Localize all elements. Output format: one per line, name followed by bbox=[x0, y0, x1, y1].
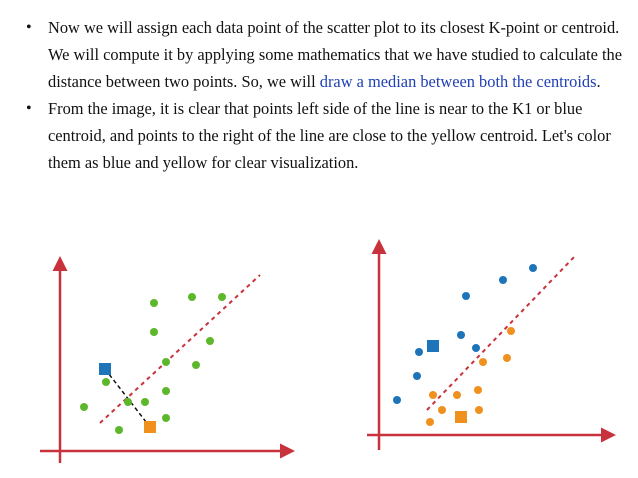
orange-point bbox=[453, 391, 461, 399]
orange-point bbox=[474, 386, 482, 394]
green-point bbox=[102, 378, 110, 386]
green-point bbox=[218, 293, 226, 301]
green-point bbox=[162, 358, 170, 366]
orange-point bbox=[503, 354, 511, 362]
green-point bbox=[192, 361, 200, 369]
green-point bbox=[141, 398, 149, 406]
blue-point bbox=[457, 331, 465, 339]
scatter-figure-after bbox=[355, 238, 625, 460]
blue-point bbox=[413, 372, 421, 380]
orange-point bbox=[426, 418, 434, 426]
green-point bbox=[206, 337, 214, 345]
green-point bbox=[124, 398, 132, 406]
blue-point bbox=[529, 264, 537, 272]
orange-point bbox=[475, 406, 483, 414]
blue-centroid bbox=[99, 363, 111, 375]
blue-point bbox=[462, 292, 470, 300]
blue-centroid bbox=[427, 340, 439, 352]
bullet-1-text-end: . bbox=[596, 72, 601, 91]
orange-point bbox=[429, 391, 437, 399]
green-point bbox=[162, 387, 170, 395]
green-point bbox=[150, 328, 158, 336]
orange-centroid bbox=[455, 411, 467, 423]
green-point bbox=[162, 414, 170, 422]
bullet-1-text: Now we will assign each data point of the scatter plot to its closest K-point or centroid. We will compute it by applying some mathematics that we have studied to calculate the distance between two points. So, we will bbox=[48, 18, 623, 91]
scatter-figure-before bbox=[30, 245, 300, 467]
orange-point bbox=[438, 406, 446, 414]
green-point bbox=[115, 426, 123, 434]
orange-point bbox=[507, 327, 515, 335]
green-point bbox=[188, 293, 196, 301]
bullet-marker-2: • bbox=[26, 100, 32, 117]
blue-point bbox=[499, 276, 507, 284]
bullet-list bbox=[22, 14, 622, 176]
green-point bbox=[150, 299, 158, 307]
orange-points bbox=[426, 327, 515, 426]
bullet-1-highlight: draw a median between both the centroids bbox=[319, 72, 597, 91]
bullet-item-2 bbox=[22, 95, 622, 176]
blue-point bbox=[472, 344, 480, 352]
blue-point bbox=[415, 348, 423, 356]
centroid-connector bbox=[105, 369, 150, 427]
green-point bbox=[80, 403, 88, 411]
bullet-item-1 bbox=[22, 14, 622, 95]
orange-centroid bbox=[144, 421, 156, 433]
median-line bbox=[100, 275, 260, 423]
blue-points bbox=[393, 264, 537, 404]
bullet-marker-1: • bbox=[26, 19, 32, 36]
blue-point bbox=[393, 396, 401, 404]
orange-point bbox=[479, 358, 487, 366]
bullet-2-text: From the image, it is clear that points left side of the line is near to the K1 or blue centroid, and points to the right of the line are close to the yellow centroid. Let's color them as blue and yellow for clear visualization. bbox=[48, 99, 611, 172]
